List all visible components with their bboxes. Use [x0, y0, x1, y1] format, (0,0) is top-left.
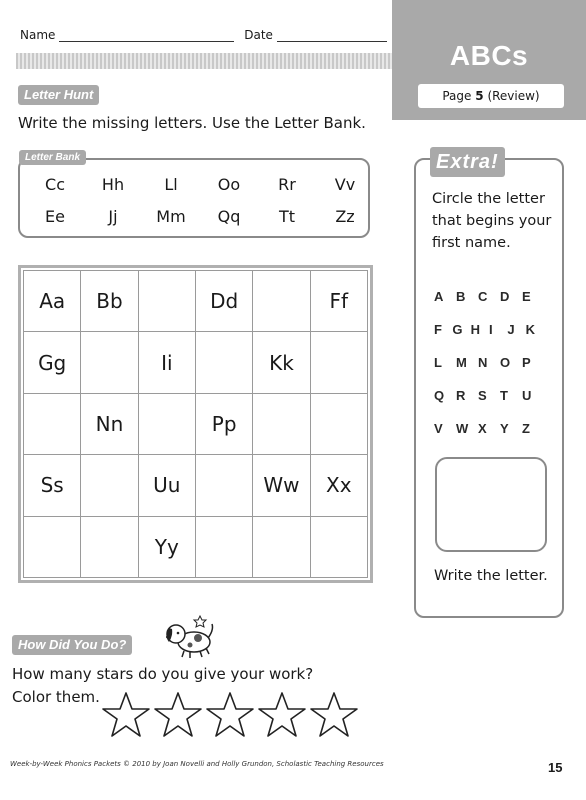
date-label: Date: [244, 28, 273, 42]
grid-cell-blank[interactable]: [24, 516, 81, 577]
alphabet-row: [434, 280, 544, 313]
alphabet-letter[interactable]: O: [500, 355, 511, 370]
grid-row: [24, 393, 368, 454]
alphabet-letter[interactable]: L: [434, 355, 442, 370]
extra-instruction: Circle the letter that begins your first name.: [432, 191, 552, 251]
alphabet-letter[interactable]: X: [478, 421, 487, 436]
letter-bank-item: Ll: [164, 175, 178, 194]
grid-cell-letter: Bb: [81, 271, 138, 332]
grid-cell-blank[interactable]: [253, 393, 310, 454]
grid-cell-blank[interactable]: [253, 516, 310, 577]
dog-icon: [160, 610, 216, 660]
letter-bank-item: Jj: [108, 207, 118, 226]
alphabet-chart: [434, 280, 544, 445]
page-suffix: (Review): [487, 89, 540, 103]
alphabet-letter[interactable]: M: [456, 355, 467, 370]
alphabet-letter[interactable]: C: [478, 289, 488, 304]
alphabet-letter[interactable]: H: [470, 322, 481, 337]
grid-cell-letter: Aa: [24, 271, 81, 332]
letter-bank-item: Hh: [101, 175, 125, 194]
extra-tag: Extra!: [430, 147, 505, 177]
star-icon[interactable]: [256, 690, 308, 740]
grid-row: [24, 332, 368, 393]
alphabet-letter[interactable]: Y: [500, 421, 509, 436]
grid-cell-blank[interactable]: [310, 516, 367, 577]
grid-cell-letter: Pp: [195, 393, 252, 454]
footer-page-number: 15: [548, 760, 563, 775]
letter-bank-box: [18, 158, 370, 238]
grid-row: [24, 455, 368, 516]
letter-bank-item: Qq: [217, 207, 241, 226]
alphabet-letter[interactable]: J: [507, 322, 515, 337]
grid-cell-blank[interactable]: [253, 271, 310, 332]
grid-cell-blank[interactable]: [310, 393, 367, 454]
page-number: 5: [475, 89, 484, 103]
grid-cell-blank[interactable]: [81, 516, 138, 577]
grid-cell-letter: Ww: [253, 455, 310, 516]
how-did-you-do-tag: How Did You Do?: [12, 635, 132, 655]
alphabet-letter[interactable]: V: [434, 421, 443, 436]
alphabet-letter[interactable]: E: [522, 289, 531, 304]
date-field[interactable]: [277, 30, 387, 42]
letter-hunt-tag: Letter Hunt: [18, 85, 99, 105]
grid-cell-blank[interactable]: [24, 393, 81, 454]
alphabet-letter[interactable]: Q: [434, 388, 445, 403]
grid-cell-blank[interactable]: [195, 332, 252, 393]
alphabet-letter[interactable]: W: [456, 421, 469, 436]
grid-cell-letter: Ii: [138, 332, 195, 393]
page-prefix: Page: [442, 89, 472, 103]
star-icon[interactable]: [152, 690, 204, 740]
alphabet-letter[interactable]: I: [488, 322, 493, 337]
grid-row: [24, 271, 368, 332]
letter-bank-item: Zz: [335, 207, 355, 226]
alphabet-letter[interactable]: D: [500, 289, 510, 304]
title-panel: [392, 0, 586, 120]
letter-hunt-instruction: Write the missing letters. Use the Letter Bank.: [18, 114, 366, 132]
header-stripe: [16, 53, 394, 69]
grid-cell-blank[interactable]: [310, 332, 367, 393]
alphabet-letter[interactable]: A: [434, 289, 444, 304]
grid-cell-letter: Uu: [138, 455, 195, 516]
grid-row: [24, 516, 368, 577]
rating-question-line1: How many stars do you give your work?: [12, 665, 314, 683]
alphabet-letter[interactable]: Z: [522, 421, 530, 436]
name-field[interactable]: [59, 30, 234, 42]
grid-cell-blank[interactable]: [195, 455, 252, 516]
alphabet-letter[interactable]: G: [452, 322, 463, 337]
letter-bank-item: Vv: [334, 175, 356, 194]
alphabet-letter[interactable]: F: [434, 322, 442, 337]
grid-cell-blank[interactable]: [81, 455, 138, 516]
grid-cell-letter: Ss: [24, 455, 81, 516]
footer-credit: Week-by-Week Phonics Packets © 2010 by Joan Novelli and Holly Grundon, Scholastic Teaching Resources: [10, 760, 384, 768]
page-label: [418, 84, 564, 108]
star-icon[interactable]: [308, 690, 360, 740]
alphabet-letter[interactable]: P: [522, 355, 531, 370]
grid-cell-blank[interactable]: [81, 332, 138, 393]
name-label: Name: [20, 28, 56, 42]
alphabet-letter[interactable]: B: [456, 289, 466, 304]
alphabet-letter[interactable]: T: [500, 388, 508, 403]
alphabet-row: [434, 313, 544, 346]
grid-cell-letter: Ff: [310, 271, 367, 332]
alphabet-letter[interactable]: N: [478, 355, 488, 370]
rating-question-line2: Color them.: [12, 688, 100, 706]
grid-cell-blank[interactable]: [195, 516, 252, 577]
name-date-row: [20, 28, 387, 42]
letter-bank-item: Rr: [278, 175, 296, 194]
grid-cell-blank[interactable]: [138, 271, 195, 332]
letter-bank-tag: Letter Bank: [19, 150, 86, 165]
alphabet-letter[interactable]: S: [478, 388, 487, 403]
worksheet-title: ABCs: [449, 40, 529, 71]
write-letter-label: Write the letter.: [434, 568, 548, 584]
letter-grid: [18, 265, 373, 583]
star-icon[interactable]: [204, 690, 256, 740]
alphabet-letter[interactable]: R: [456, 388, 466, 403]
alphabet-letter[interactable]: U: [522, 388, 532, 403]
grid-cell-letter: Yy: [138, 516, 195, 577]
rating-stars: [100, 690, 360, 740]
alphabet-row: [434, 412, 544, 445]
grid-cell-letter: Kk: [253, 332, 310, 393]
letter-bank-item: Ee: [45, 207, 65, 226]
grid-cell-letter: Nn: [81, 393, 138, 454]
alphabet-row: [434, 346, 544, 379]
letter-bank-item: Cc: [45, 175, 65, 194]
letter-bank-item: Tt: [278, 207, 296, 226]
letter-grid-table: [23, 270, 368, 578]
letter-bank-item: Oo: [217, 175, 241, 194]
grid-cell-letter: Gg: [24, 332, 81, 393]
letter-bank-item: Mm: [156, 207, 186, 226]
star-icon[interactable]: [100, 690, 152, 740]
grid-cell-letter: Dd: [195, 271, 252, 332]
alphabet-row: [434, 379, 544, 412]
alphabet-letter[interactable]: K: [525, 322, 536, 337]
write-letter-box[interactable]: [435, 457, 547, 552]
grid-cell-letter: Xx: [310, 455, 367, 516]
grid-cell-blank[interactable]: [138, 393, 195, 454]
letter-bank-grid: [26, 174, 374, 228]
